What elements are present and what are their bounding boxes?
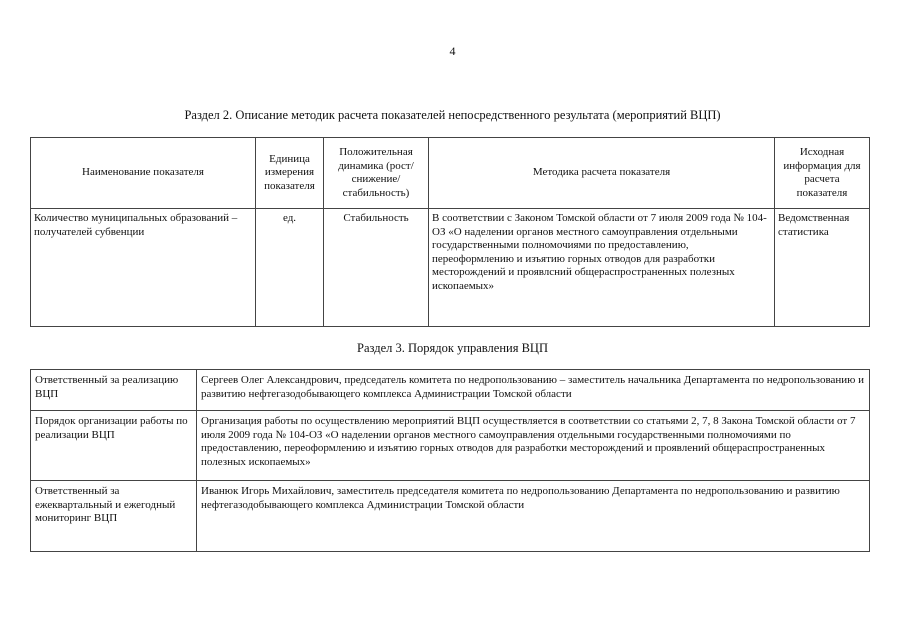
unit-cell: ед. <box>256 209 324 327</box>
organization-value: Организация работы по осуществлению мероприятий ВЦП осуществляется в соответствии со статьями 2, 7, 8 Закона Томской области от 7 июля 2009 года № 104-ОЗ «О наделении органов местного самоуправления отдельными государственными полномочиями по предоставлению, переоформлению и изъятию горных отводов для разработки месторождений и проявлений общераспространенных полезных ископаемых» <box>197 411 870 481</box>
section-2-title: Раздел 2. Описание методик расчета показателей непосредственного результата (мероприятий ВЦП) <box>184 108 721 122</box>
source-cell: Ведомственная статистика <box>775 209 870 327</box>
indicator-name-cell: Количество муниципальных образований – получателей субвенции <box>31 209 256 327</box>
table-row <box>31 370 870 411</box>
header-source: Исходная информация для расчета показателя <box>775 138 870 209</box>
method-cell: В соответствии с Законом Томской области от 7 июля 2009 года № 104-ОЗ «О наделении органов местного самоуправления отдельными государственными полномочиями по предоставлению, переоформлению и изъятию горных отводов для разработки месторождений и проявлсний общераспространенных полезных ископаемых» <box>429 209 775 327</box>
table-header-row <box>31 138 870 209</box>
table-row <box>31 481 870 552</box>
responsible-label: Ответственный за реализацию ВЦП <box>31 370 197 411</box>
monitoring-value: Иванюк Игорь Михайлович, заместитель председателя комитета по недропользованию Департамента по недропользованию и развитию нефтегазодобывающего комплекса Администрации Томской области <box>197 481 870 552</box>
table-row <box>31 209 870 327</box>
header-dynamics: Положительная динамика (рост/снижение/ стабильность) <box>324 138 429 209</box>
header-method: Методика расчета показателя <box>429 138 775 209</box>
table-row <box>31 411 870 481</box>
monitoring-label: Ответственный за ежеквартальный и ежегодный мониторинг ВЦП <box>31 481 197 552</box>
organization-label: Порядок организации работы по реализации ВЦП <box>31 411 197 481</box>
section-3-title: Раздел 3. Порядок управления ВЦП <box>357 341 548 355</box>
header-indicator-name: Наименование показателя <box>31 138 256 209</box>
responsible-value: Сергеев Олег Александрович, председатель комитета по недропользованию – заместитель начальника Департамента по недропользованию и развитию нефтегазодобывающего комплекса Администрации Томской области <box>197 370 870 411</box>
management-table <box>30 369 870 552</box>
dynamics-cell: Стабильность <box>324 209 429 327</box>
header-unit: Единица измерения показателя <box>256 138 324 209</box>
page-number: 4 <box>449 44 456 58</box>
indicators-table <box>30 137 870 327</box>
